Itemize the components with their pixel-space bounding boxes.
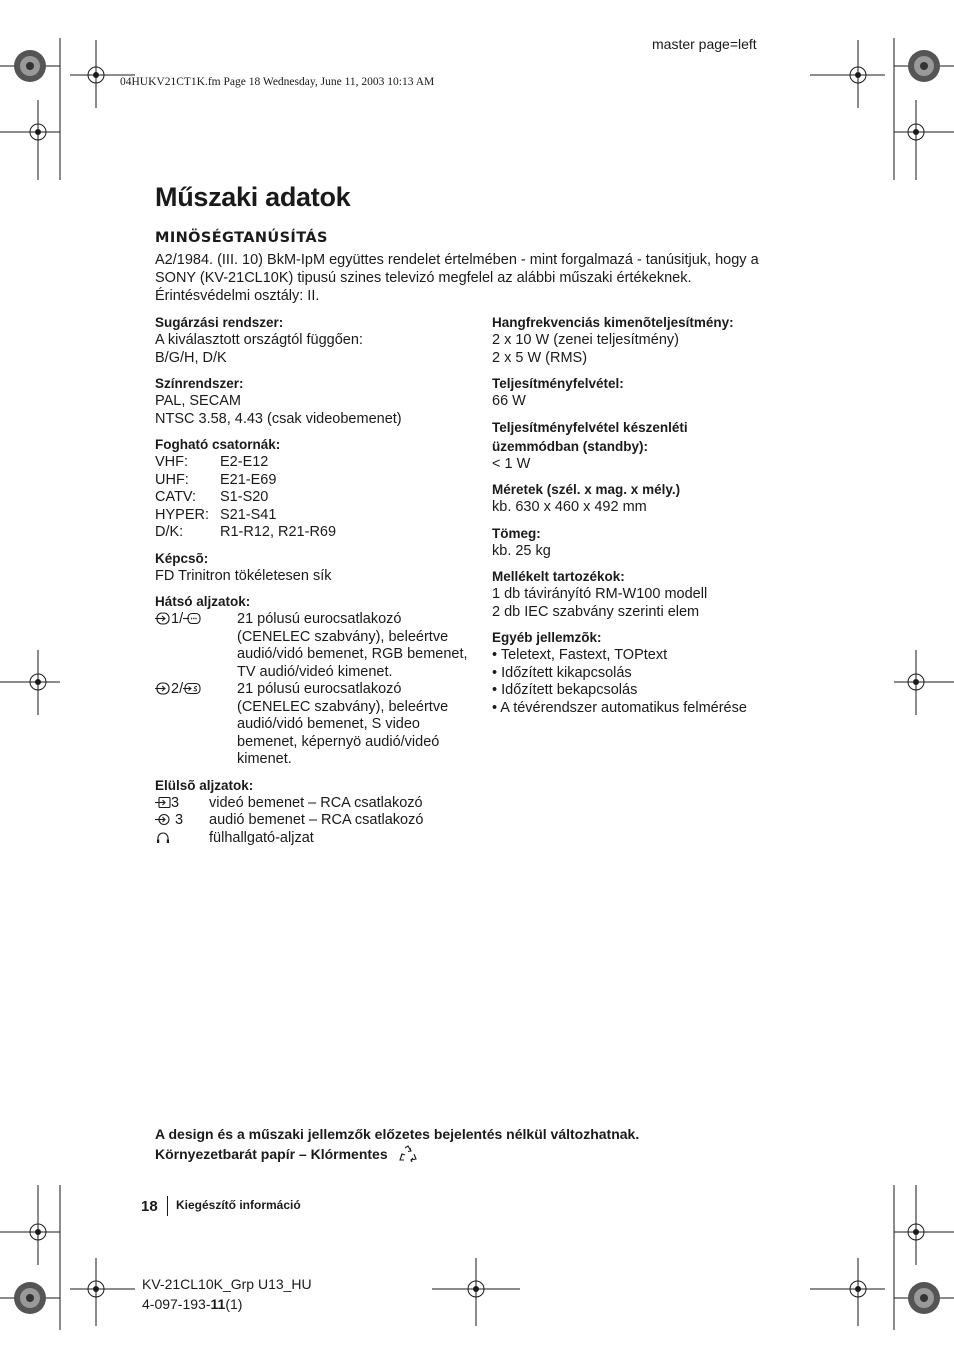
spec-heading: Teljesítményfelvétel készenléti üzemmódban (standby): — [492, 419, 688, 454]
spec-heading: Tömeg: — [492, 525, 541, 541]
spec-value: NTSC 3.58, 4.43 (csak videobemenet) — [155, 410, 402, 427]
page-title: Műszaki adatok — [155, 182, 351, 212]
spec-standby — [492, 418, 812, 474]
part-number-revision: 11 — [210, 1296, 226, 1312]
feature-item: • Időzített bekapcsolás — [492, 682, 638, 698]
channel-band: VHF: — [155, 454, 189, 470]
spec-heading: Mellékelt tartozékok: — [492, 569, 625, 584]
channel-row — [155, 472, 475, 490]
channel-band: CATV: — [155, 489, 197, 505]
rear-connector-2 — [155, 681, 475, 769]
spec-value: 66 W — [492, 393, 526, 409]
s-video-icon — [183, 682, 201, 695]
spec-heading: Sugárzási rendszer: — [155, 315, 284, 330]
spec-value: 2 x 5 W (RMS) — [492, 349, 588, 366]
connector-description: audió bemenet – RCA csatlakozó — [209, 812, 424, 828]
channel-range: R1-R12, R21-R69 — [220, 524, 337, 540]
cert-heading: MINÖSÉGTANÚSÍTÁS — [155, 230, 328, 246]
front-connector-audio — [155, 812, 475, 830]
page-divider — [167, 1196, 168, 1216]
channel-range: S1-S20 — [220, 489, 269, 505]
paper-notice-text: Környezetbarát papír – Klórmentes — [155, 1146, 388, 1162]
channel-row — [155, 454, 475, 472]
spec-dimensions — [492, 480, 812, 517]
spec-value: kb. 630 x 460 x 492 mm — [492, 499, 647, 515]
channel-row — [155, 489, 475, 507]
spec-heading: Színrendszer: — [155, 376, 244, 391]
input-arrow-icon — [155, 612, 171, 625]
spec-value: FD Trinitron tökéletesen sík — [155, 567, 332, 584]
spec-channels — [155, 435, 475, 542]
part-number — [142, 1296, 242, 1312]
spec-weight — [492, 524, 812, 561]
spec-audio-output — [492, 313, 812, 367]
video-input-icon — [155, 796, 171, 809]
spec-heading: Teljesítményfelvétel: — [492, 376, 624, 391]
design-notice: A design és a műszaki jellemzők előzetes bejelentés nélkül változhatnak. — [155, 1126, 640, 1142]
audio-input-icon — [155, 813, 171, 826]
part-number-suffix: (1) — [225, 1296, 243, 1312]
spec-value: A kiválasztott országtól függően: — [155, 332, 363, 348]
cert-text — [155, 251, 815, 305]
model-code: KV-21CL10K_Grp U13_HU — [142, 1276, 312, 1292]
channel-band: UHF: — [155, 471, 189, 488]
spec-heading: Fogható csatornák: — [155, 437, 281, 452]
input-arrow-icon — [155, 682, 171, 695]
cert-line: SONY (KV-21CL10K) tipusú szines televizó megfelel az alábbi műszaki értékeknek. — [155, 270, 692, 286]
spec-value: < 1 W — [492, 455, 531, 472]
scart-rgb-icon — [183, 612, 201, 625]
channel-range: E2-E12 — [220, 454, 269, 470]
spec-heading: Hangfrekvenciás kimenõteljesítmény: — [492, 315, 734, 330]
spec-value: 2 x 10 W (zenei teljesítmény) — [492, 332, 679, 348]
paper-notice — [155, 1145, 418, 1163]
feature-item: • Időzített kikapcsolás — [492, 664, 632, 681]
connector-description: 21 pólusú eurocsatlakozó (CENELEC szabvány), beleértve audió/vidó bemenet, RGB bemenet, TV audió/videó kimenet. — [237, 611, 468, 680]
section-name: Kiegészítő információ — [176, 1198, 301, 1212]
connector-label: 3 — [175, 812, 184, 828]
spec-heading: Elülsõ aljzatok: — [155, 777, 254, 793]
rear-connector-1 — [155, 611, 475, 681]
spec-color-system — [155, 374, 475, 428]
channel-row — [155, 524, 475, 542]
spec-power — [492, 374, 812, 411]
connector-label: 1/ — [171, 611, 184, 627]
channel-range: S21-S41 — [220, 506, 277, 523]
spec-value: PAL, SECAM — [155, 393, 241, 409]
spec-rear-connectors — [155, 592, 475, 769]
master-page-label: master page=left — [652, 36, 757, 52]
channel-band: HYPER: — [155, 506, 209, 523]
channel-range: E21-E69 — [220, 471, 277, 488]
headphones-icon — [155, 831, 171, 844]
feature-item: • Teletext, Fastext, TOPtext — [492, 647, 668, 663]
channel-row — [155, 507, 475, 525]
connector-description: fülhallgató-aljzat — [209, 829, 314, 846]
cert-line: Érintésvédelmi osztály: II. — [155, 288, 320, 304]
spec-value: 2 db IEC szabvány szerinti elem — [492, 603, 700, 620]
spec-value: kb. 25 kg — [492, 542, 551, 559]
specs-right-column — [492, 313, 812, 724]
file-info-line: 04HUKV21CT1K.fm Page 18 Wednesday, June 11, 2003 10:13 AM — [120, 76, 435, 88]
connector-description: 21 pólusú eurocsatlakozó (CENELEC szabvány), beleértve audió/vidó bemenet, S video bemenet, képernyö audió/videó kimenet. — [237, 681, 449, 767]
front-connector-video — [155, 795, 475, 813]
spec-tube — [155, 549, 475, 586]
channel-band: D/K: — [155, 524, 184, 540]
spec-heading: Hátsó aljzatok: — [155, 594, 251, 609]
recycle-icon — [398, 1145, 418, 1163]
spec-radiation — [155, 313, 475, 367]
connector-label: 3 — [171, 794, 180, 811]
page-number: 18 — [141, 1198, 158, 1215]
spec-value: 1 db távirányító RM-W100 modell — [492, 586, 708, 602]
specs-left-column — [155, 313, 475, 854]
spec-front-connectors — [155, 776, 475, 848]
feature-item: • A tévérendszer automatikus felmérése — [492, 699, 747, 716]
spec-heading: Egyéb jellemzõk: — [492, 630, 602, 645]
connector-description: videó bemenet – RCA csatlakozó — [209, 794, 423, 811]
cert-line: A2/1984. (III. 10) BkM-IpM együttes rendelet értelmében - mint forgalmazá - tanúsitjuk, hogy a — [155, 252, 759, 268]
spec-value: B/G/H, D/K — [155, 349, 227, 366]
spec-other-features — [492, 628, 812, 717]
connector-label: 2/ — [171, 681, 184, 697]
spec-accessories — [492, 567, 812, 621]
part-number-prefix: 4-097-193- — [142, 1296, 211, 1312]
spec-heading: Méretek (szél. x mag. x mély.) — [492, 482, 681, 497]
front-connector-headphones — [155, 830, 475, 848]
spec-heading: Képcsõ: — [155, 550, 209, 566]
